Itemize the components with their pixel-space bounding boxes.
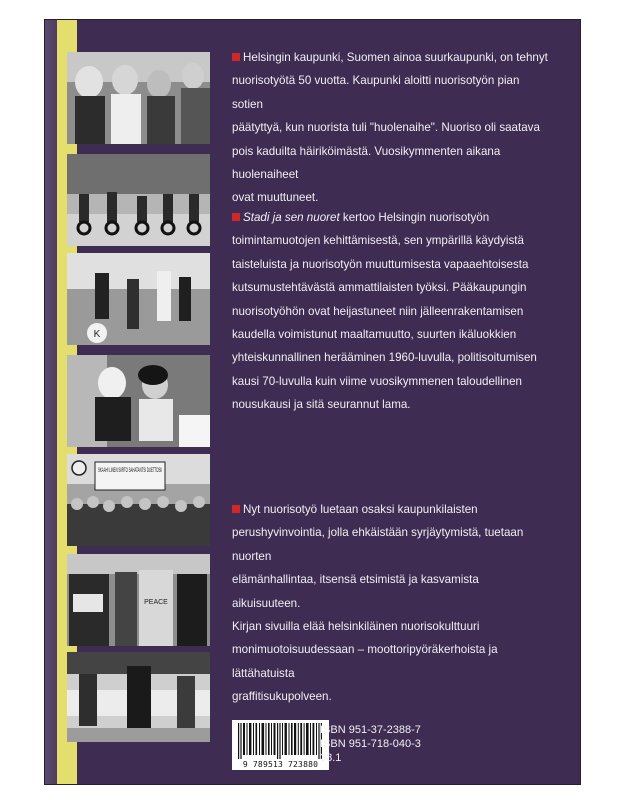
photo-skaters <box>67 652 210 742</box>
drum-logo: K <box>93 329 101 340</box>
photo-youth-group <box>67 52 210 144</box>
paragraph-2 <box>232 206 550 417</box>
p2-line-7: yhteiskunnallinen herääminen 1960-luvulla, politisoitumisen <box>232 351 537 365</box>
barcode <box>232 720 329 770</box>
p2-line-3: taisteluista ja nuorisotyön muuttumisesta vapaaehtoisesta <box>232 257 529 271</box>
classification-code: 38.1 <box>320 752 342 764</box>
protest-sign-text: SKAAH! LINEN SIIRTO SAHATANTSI DUETTOSII <box>98 468 163 474</box>
photo-two-girls <box>67 355 210 447</box>
p3-line-2: perushyvinvointia, jolla ehkäistään syrjäytymistä, tuetaan nuorten <box>232 526 524 563</box>
jacket-text: PEACE <box>144 599 168 606</box>
p1-line-2: nuorisotyötä 50 vuotta. Kaupunki aloitti nuorisotyön pian sotien <box>232 74 520 111</box>
book-title-italic: Stadi ja sen nuoret <box>243 211 340 224</box>
p1-line-1: Helsingin kaupunki, Suomen ainoa suurkaupunki, on tehnyt <box>243 51 548 64</box>
isbn-block <box>320 723 421 765</box>
p1-line-5: ovat muuttuneet. <box>232 191 319 205</box>
p2-line-9: nousukausi ja sitä seurannut lama. <box>232 398 411 412</box>
p3-line-3: elämänhallintaa, itsensä etsimistä ja kasvamista aikuisuuteen. <box>232 573 479 610</box>
p3-line-4: Kirjan sivuilla elää helsinkiläinen nuorisokulttuuri <box>232 620 480 634</box>
photo-motorcyclists <box>67 154 210 246</box>
barcode-icon <box>232 720 329 760</box>
p2-line-5: nuorisotyöhön ovat heijastuneet niin jälleenrakentamisen <box>232 304 524 318</box>
isbn-1: ISBN 951-37-2388-7 <box>320 724 421 736</box>
p3-line-5: monimuotoisuudessaan – moottoripyöräkerhoista ja lättähatuista <box>232 643 498 680</box>
p2-line-2: toimintamuotojen kehittämisestä, sen ympärillä käydyistä <box>232 234 524 248</box>
isbn-2: ISBN 951-718-040-3 <box>320 738 421 750</box>
book-back-cover <box>45 20 580 784</box>
paragraph-1 <box>232 46 550 210</box>
p2-line-1: kertoo Helsingin nuorisotyön <box>339 211 490 224</box>
barcode-digits: 9 789513 723880 <box>242 760 319 769</box>
paragraph-3 <box>232 498 550 709</box>
photo-band <box>67 253 210 345</box>
photo-punks <box>67 554 210 646</box>
red-square-marker-icon <box>232 53 240 61</box>
p1-line-4: pois kaduilta häiriköimästä. Vuosikymmenten aikana huolenaiheet <box>232 144 501 182</box>
red-square-marker-icon <box>232 505 240 513</box>
p3-line-6: graffitisukupolveen. <box>232 690 332 704</box>
p2-line-4: kutsumustehtävästä ammattilaisten työksi. Pääkaupungin <box>232 281 527 295</box>
p2-line-6: kaudella voimistunut maaltamuutto, suurten ikäluokkien <box>232 328 517 342</box>
red-square-marker-icon <box>232 213 240 221</box>
p2-line-8: kausi 70-luvulla kuin viime vuosikymmenen taloudellinen <box>232 374 522 388</box>
p1-line-3: päätyttyä, kun nuorista tuli "huolenaihe". Nuoriso oli saatava <box>232 121 540 135</box>
photo-demonstration <box>67 454 210 546</box>
p3-line-1: Nyt nuorisotyö luetaan osaksi kaupunkilaisten <box>243 503 478 516</box>
